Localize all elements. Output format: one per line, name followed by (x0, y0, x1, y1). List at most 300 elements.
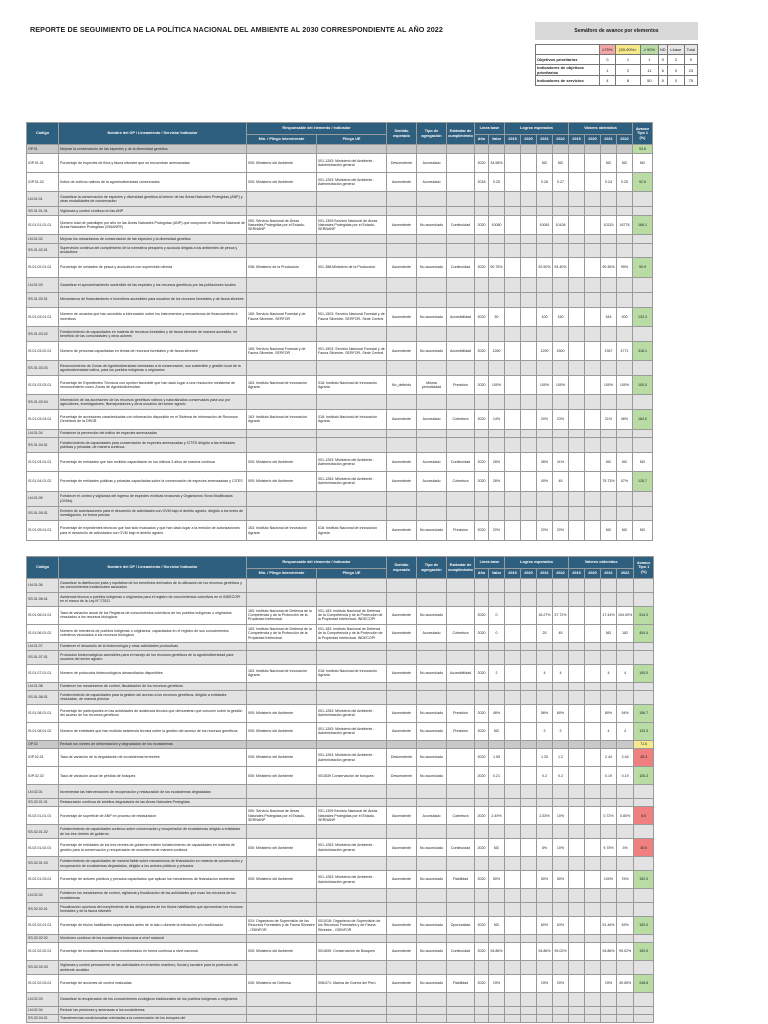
pliego-cell (317, 642, 387, 650)
lbase-value-cell: 15% (489, 975, 505, 993)
valor-2019-cell (569, 993, 585, 1007)
tipo-cell: No acumulado (417, 767, 447, 785)
valor-2019-cell (569, 145, 585, 154)
pliego-cell: 001-1263: Ministerio del Ambiente - Administración general (317, 472, 387, 491)
valor-2020-cell (585, 935, 601, 943)
sentido-cell (387, 235, 417, 244)
section-row (27, 961, 654, 975)
valor-2022-cell: 49.55% (617, 975, 634, 993)
logro-2019-cell (505, 145, 521, 154)
lbase-value-cell (489, 935, 505, 943)
logro-2021-cell: 4 (537, 664, 553, 682)
logro-2021-cell (537, 243, 553, 258)
estandar-cell: Precisión (447, 521, 475, 540)
logro-2022-cell (553, 682, 569, 690)
lbase-year-cell: 2020 (475, 807, 489, 825)
valor-2022-cell: 16778 (617, 215, 633, 234)
lbase-value-cell (489, 857, 505, 871)
code-cell: LN.02.03 (27, 993, 59, 1007)
valor-2020-cell (585, 889, 601, 903)
logro-2022-cell (553, 235, 569, 244)
min-cell (247, 361, 317, 376)
logro-2022-cell: 99.02% (553, 943, 569, 961)
tipo-cell (417, 145, 447, 154)
code-cell: SS.02.02.01 (27, 903, 59, 917)
estandar-cell: Fiabilidad (447, 871, 475, 889)
valor-2022-cell (617, 682, 634, 690)
semaforo-table (535, 44, 698, 86)
tipo-cell (417, 506, 447, 521)
section-row (27, 361, 653, 376)
avance-cell: 248.8 (634, 975, 654, 993)
valor-2020-cell (585, 807, 601, 825)
tipo-cell: No acumulado (417, 664, 447, 682)
valor-2021-cell: ND (601, 521, 617, 540)
valor-2019-cell (569, 975, 585, 993)
estandar-cell (447, 799, 475, 807)
logro-2021-cell: 15% (537, 975, 553, 993)
logro-2021-cell (537, 1014, 553, 1022)
tipo-cell: No acumulado (417, 839, 447, 857)
code-cell: IS.02.02.01.01 (27, 916, 59, 934)
logro-2020-cell (521, 807, 537, 825)
estandar-cell: Cobertura (447, 807, 475, 825)
logro-2020-cell (521, 243, 537, 258)
valor-2019-cell (569, 935, 585, 943)
min-cell: 183: Instituto Nacional de Defensa de la Competencia y de la Protección de la Propiedad Intelectual (247, 624, 317, 642)
name-cell: Reducir los niveles de deforestación y degradación de los ecosistemas (59, 741, 247, 749)
pliego-cell: 001-1263: Ministerio del Ambiente - Administración general (317, 153, 387, 172)
min-cell (247, 741, 317, 749)
valor-2021-cell (601, 438, 617, 453)
logro-2021-cell: 20% (537, 410, 553, 429)
valor-2022-cell (617, 506, 633, 521)
logro-2022-cell: 150 (553, 307, 569, 326)
tipo-cell: Acumulado (417, 410, 447, 429)
logro-2019-cell (505, 1006, 521, 1014)
valor-2020-cell (585, 975, 601, 993)
tipo-cell: Acumulado (417, 807, 447, 825)
section-row (27, 326, 653, 341)
valor-2020-cell (585, 341, 601, 360)
logro-2019-cell (505, 839, 521, 857)
valor-2022-cell (617, 903, 634, 917)
min-cell: 183: Instituto Nacional de Defensa de la Competencia y de la Protección de la Propiedad Intelectual (247, 606, 317, 624)
code-cell: LN.01.07 (27, 642, 59, 650)
logro-2020-cell (521, 799, 537, 807)
valor-2021-cell (601, 889, 617, 903)
valor-2020-cell (585, 292, 601, 307)
logro-2021-cell (537, 690, 553, 704)
avance-cell: 93.6 (633, 145, 653, 154)
lbase-value-cell (489, 642, 505, 650)
name-cell: Número de personas capacitadas en temas de recursos forestales y de fauna silvestre (59, 341, 247, 360)
code-cell: SS.01.05.01 (27, 506, 59, 521)
min-cell: 024: Organismo de Supervisión de los Recursos Forestales y de Fauna Silvestre - OSINFOR (247, 916, 317, 934)
valor-2022-cell: ND (617, 153, 633, 172)
logro-2021-cell: 20% (537, 521, 553, 540)
pliego-cell: 001-1263: Ministerio del Ambiente - Administración general (317, 704, 387, 722)
valor-2019-cell (569, 961, 585, 975)
logro-2021-cell (537, 361, 553, 376)
valor-2019-cell (569, 506, 585, 521)
logro-2019-cell (505, 472, 521, 491)
section-row (27, 491, 653, 506)
logro-2020-cell (521, 825, 537, 839)
valor-2019-cell (569, 258, 585, 277)
logro-2021-cell (537, 145, 553, 154)
avance-cell (634, 935, 654, 943)
indicator-row (27, 341, 653, 360)
code-cell: SS.01.03.04 (27, 395, 59, 410)
semaforo-cell: 2 (615, 65, 641, 76)
col-anio: Año (475, 569, 489, 579)
valor-2021-cell (601, 145, 617, 154)
sentido-cell: Descendente (387, 767, 417, 785)
valor-2020-cell (585, 690, 601, 704)
avance-cell: 100.0 (634, 664, 654, 682)
tipo-cell: No acumulado (417, 606, 447, 624)
code-cell: OP.01 (27, 145, 59, 154)
section-row (27, 438, 653, 453)
logro-2022-cell: 50% (553, 871, 569, 889)
valor-2022-cell: 100% (617, 375, 633, 394)
estandar-cell: Continuidad (447, 452, 475, 471)
valor-2019-cell (569, 307, 585, 326)
valor-2021-cell (601, 1014, 617, 1022)
pliego-cell: 001/839: Conservación de Bosques (317, 943, 387, 961)
valor-2021-cell (601, 207, 617, 216)
tipo-cell: Acumulado (417, 172, 447, 191)
valor-2019-cell (569, 807, 585, 825)
valor-2020-cell (585, 375, 601, 394)
estandar-cell (447, 395, 475, 410)
pliego-cell: 001-1263: Ministerio del Ambiente - Administración general (317, 749, 387, 767)
name-cell: Número de entidades que han recibido asistencia técnica sobre la gestión del acceso de los recursos genéticos (59, 722, 247, 740)
tipo-cell: No acumulado (417, 307, 447, 326)
pliego-cell (317, 506, 387, 521)
avance-cell: 404.4 (634, 624, 654, 642)
indicator-row (27, 943, 654, 961)
min-cell: 005: Ministerio del Ambiente (247, 452, 317, 471)
lbase-year-cell (475, 682, 489, 690)
semaforo-cell: 11 (641, 65, 658, 76)
name-cell: Mejorar los mecanismos de conservación de las especies y la diversidad genética (59, 235, 247, 244)
sentido-cell: Ascendente (387, 472, 417, 491)
pliego-cell (317, 192, 387, 207)
valor-2022-cell (617, 857, 634, 871)
valor-2022-cell (617, 799, 634, 807)
logro-2021-cell (537, 961, 553, 975)
name-cell: Porcentaje de superficie de ANP en proceso de restauración (59, 807, 247, 825)
valor-2021-cell: 100% (601, 871, 617, 889)
min-cell: 005: Ministerio del Ambiente (247, 172, 317, 191)
tipo-cell: No acumulado (417, 975, 447, 993)
valor-2021-cell: 80% (601, 704, 617, 722)
col-tipo: Tipo de agregación (417, 557, 447, 579)
code-cell: IS.01.08.01.02 (27, 722, 59, 740)
valor-2020-cell (585, 506, 601, 521)
tipo-cell (417, 438, 447, 453)
tipo-cell (417, 243, 447, 258)
lbase-year-cell (475, 145, 489, 154)
logro-2020-cell (521, 153, 537, 172)
pliego-cell (317, 857, 387, 871)
code-cell: OP.02 (27, 741, 59, 749)
logro-2020-cell (521, 664, 537, 682)
code-cell: IS.02.02.02.01 (27, 943, 59, 961)
lbase-value-cell (489, 292, 505, 307)
logro-2022-cell (553, 491, 569, 506)
lbase-value-cell (489, 1006, 505, 1014)
pliego-cell (317, 961, 387, 975)
logro-2019-cell (505, 785, 521, 799)
valor-2020-cell (585, 592, 601, 606)
valor-2019-cell (569, 682, 585, 690)
logro-2021-cell (537, 935, 553, 943)
logro-2019-cell (505, 916, 521, 934)
indicator-row (27, 153, 653, 172)
sentido-cell (387, 361, 417, 376)
semaforo-heading: Semáforo de avance por elementos (535, 22, 698, 40)
semaforo-row (536, 65, 698, 76)
valor-2019-cell (569, 452, 585, 471)
valor-2021-cell: ND (601, 452, 617, 471)
min-cell (247, 785, 317, 799)
tipo-cell: Acumulado (417, 472, 447, 491)
avance-cell: 166.1 (633, 215, 653, 234)
col-year: 2021 (537, 569, 553, 579)
logro-2021-cell: 56% (537, 704, 553, 722)
logro-2021-cell: 40% (537, 472, 553, 491)
logro-2022-cell (553, 277, 569, 292)
logro-2020-cell (521, 277, 537, 292)
code-cell: IS.01.07.01.01 (27, 664, 59, 682)
tipo-cell (417, 491, 447, 506)
code-cell: SS.02.04.01 (27, 1014, 59, 1022)
min-cell (247, 690, 317, 704)
name-cell: Fortalecimiento de capacidades de manera fiable sobre mecanismos de financiación en materia de conservación y recuperación de ecosistemas degradados, dirigido a los actores públicos y privados (59, 857, 247, 871)
tipo-cell (417, 825, 447, 839)
logro-2022-cell (553, 207, 569, 216)
estandar-cell: Continuidad (447, 215, 475, 234)
valor-2020-cell (585, 438, 601, 453)
min-cell: 005: Ministerio del Ambiente (247, 704, 317, 722)
col-responsable: Responsable del elemento / indicador (247, 557, 387, 569)
avance-cell: 184.0 (633, 410, 653, 429)
valor-2019-cell (569, 624, 585, 642)
section-row (27, 145, 653, 154)
tipo-cell (417, 361, 447, 376)
logro-2020-cell (521, 606, 537, 624)
code-cell: IS.01.03.02.01 (27, 341, 59, 360)
indicator-row (27, 258, 653, 277)
logro-2022-cell: 0.2 (553, 767, 569, 785)
lbase-year-cell: 2018 (475, 172, 489, 191)
pliego-cell: 001/018: Organismo de Supervisión de los Recursos Forestales y de Fauna Silvestre - OSINFOR (317, 916, 387, 934)
pliego-cell: 001-1503: Servicio Nacional Forestal y de Fauna Silvestre- SERFOR- Sede Central (317, 307, 387, 326)
lbase-value-cell (489, 889, 505, 903)
lbase-year-cell (475, 1014, 489, 1022)
name-cell: Índice de cultivos nativos de la agrobiodiversidad conservados (59, 172, 247, 191)
min-cell (247, 235, 317, 244)
pliego-cell: 001-1309:Servicio Nacional de Áreas Naturales Protegidas por el Estado-SERNANP (317, 807, 387, 825)
logro-2019-cell (505, 935, 521, 943)
name-cell: Porcentaje de actores públicos y privados capacitados que aplican los mecanismos de financiación ambiental (59, 871, 247, 889)
tipo-cell (417, 207, 447, 216)
valor-2021-cell (601, 192, 617, 207)
logro-2020-cell (521, 624, 537, 642)
name-cell: Fortalecimiento de capacidades para la gestión del acceso a los recursos genéticos, dirigido a entidades vinculadas, de manera precisa (59, 690, 247, 704)
valor-2020-cell (585, 361, 601, 376)
section-row (27, 690, 654, 704)
avance-cell (634, 825, 654, 839)
pliego-cell: 001-1263: Ministerio del Ambiente - Administración general (317, 722, 387, 740)
logro-2021-cell (537, 682, 553, 690)
indicator-row (27, 704, 654, 722)
name-cell: Número de miembros de pueblos indígenas u originarios, capacitados en el registro de sus conocimientos colectivos vinculados a los recursos biológicos (59, 624, 247, 642)
logro-2022-cell (553, 292, 569, 307)
valor-2021-cell (601, 235, 617, 244)
lbase-value-cell (489, 741, 505, 749)
estandar-cell (447, 903, 475, 917)
logro-2020-cell (521, 395, 537, 410)
semaforo-col: Total (684, 45, 697, 55)
min-cell (247, 682, 317, 690)
tipo-cell (417, 277, 447, 292)
section-row (27, 243, 653, 258)
avance-cell (634, 682, 654, 690)
pliego-cell (317, 650, 387, 664)
valor-2019-cell (569, 857, 585, 871)
avance-cell (634, 799, 654, 807)
code-cell: LN.02.04 (27, 1006, 59, 1014)
sentido-cell: Ascendente (387, 664, 417, 682)
lbase-value-cell: 1260 (489, 341, 505, 360)
semaforo-row-label: Objetivos prioritarios (536, 55, 600, 65)
indicator-row (27, 452, 653, 471)
lbase-value-cell: 50 (489, 307, 505, 326)
valor-2022-cell (617, 650, 634, 664)
logro-2021-cell (537, 889, 553, 903)
logro-2019-cell (505, 767, 521, 785)
estandar-cell: Accesibilidad (447, 341, 475, 360)
estandar-cell: Cobertura (447, 472, 475, 491)
valor-2020-cell (585, 258, 601, 277)
valor-2022-cell (617, 825, 634, 839)
lbase-value-cell: 10080 (489, 215, 505, 234)
min-cell: 050: Servicio Nacional de Áreas Naturales Protegidas por el Estado-SERNANP (247, 215, 317, 234)
min-cell (247, 207, 317, 216)
estandar-cell (447, 579, 475, 593)
logro-2022-cell (553, 1006, 569, 1014)
avance-cell: ND (633, 452, 653, 471)
name-cell: Fortalecimiento de capacidades continuo sobre conservación y recuperación de ecosistemas dirigido a entidades de los tres niveles de gobierno (59, 825, 247, 839)
min-cell (247, 395, 317, 410)
valor-2019-cell (569, 1006, 585, 1014)
logro-2019-cell (505, 215, 521, 234)
report-title: REPORTE DE SEGUIMIENTO DE LA POLÍTICA NACIONAL DEL AMBIENTE AL 2030 CORRESPONDIENTE AL AÑO 2022 (30, 25, 443, 34)
logro-2019-cell (505, 664, 521, 682)
logro-2022-cell (553, 857, 569, 871)
valor-2021-cell: 2.44 (601, 749, 617, 767)
valor-2020-cell (585, 429, 601, 438)
pliego-cell (317, 1006, 387, 1014)
estandar-cell (447, 192, 475, 207)
logro-2021-cell (537, 326, 553, 341)
code-cell: IS.01.06.01.02 (27, 624, 59, 642)
sentido-cell (387, 1006, 417, 1014)
logro-2020-cell (521, 857, 537, 871)
logro-2020-cell (521, 1006, 537, 1014)
logro-2021-cell: 1.25 (537, 749, 553, 767)
tipo-cell (417, 903, 447, 917)
valor-2019-cell (569, 871, 585, 889)
valor-2020-cell (585, 172, 601, 191)
code-cell: IS.01.03.01.01 (27, 307, 59, 326)
logro-2022-cell: 4 (553, 664, 569, 682)
logro-2021-cell: 94.86% (537, 943, 553, 961)
lbase-year-cell (475, 192, 489, 207)
logro-2022-cell (553, 785, 569, 799)
sentido-cell (387, 491, 417, 506)
sentido-cell: Descendente (387, 153, 417, 172)
min-cell: 163: Instituto Nacional de Innovación Agraria (247, 664, 317, 682)
name-cell: Porcentaje de especies de flora y fauna silvestre que se encuentran amenazadas (59, 153, 247, 172)
valor-2019-cell (569, 592, 585, 606)
col-year: 2022 (553, 135, 569, 145)
sentido-cell: Ascendente (387, 871, 417, 889)
name-cell: Porcentaje de expedientes técnicos que han sido evaluados y que han dado lugar a la emisión de autorizaciones para el desarrollo de actividades con OVM bajo el ámbito agrario (59, 521, 247, 540)
logro-2022-cell (553, 935, 569, 943)
valor-2019-cell (569, 1014, 585, 1022)
lbase-year-cell (475, 277, 489, 292)
tipo-cell (417, 326, 447, 341)
sentido-cell (387, 785, 417, 799)
logro-2019-cell (505, 825, 521, 839)
estandar-cell (447, 682, 475, 690)
section-row (27, 292, 653, 307)
logro-2022-cell (553, 799, 569, 807)
section-row (27, 650, 654, 664)
lbase-value-cell (489, 1014, 505, 1022)
valor-2019-cell (569, 243, 585, 258)
logro-2019-cell (505, 192, 521, 207)
lbase-year-cell (475, 642, 489, 650)
code-cell: IS.01.03.04.01 (27, 410, 59, 429)
valor-2022-cell: ND (617, 452, 633, 471)
tipo-cell: No acumulado (417, 215, 447, 234)
logro-2021-cell: 100 (537, 307, 553, 326)
lbase-value-cell (489, 277, 505, 292)
avance-cell (634, 690, 654, 704)
lbase-year-cell (475, 857, 489, 871)
name-cell: Porcentaje de participantes en las actividades de asistencia técnica que demuestran que conocen sobre la gestión del acceso de los recursos genéticos (59, 704, 247, 722)
logro-2020-cell (521, 307, 537, 326)
avance-cell: 133.3 (634, 722, 654, 740)
lbase-value-cell (489, 961, 505, 975)
indicator-row (27, 606, 654, 624)
logro-2020-cell (521, 961, 537, 975)
valor-2020-cell (585, 395, 601, 410)
lbase-value-cell (489, 903, 505, 917)
min-cell (247, 889, 317, 903)
lbase-year-cell: 2020 (475, 410, 489, 429)
valor-2022-cell: 0.19 (617, 767, 634, 785)
logro-2021-cell: 92.50% (537, 258, 553, 277)
tipo-cell (417, 292, 447, 307)
col-year: 2022 (617, 135, 633, 145)
